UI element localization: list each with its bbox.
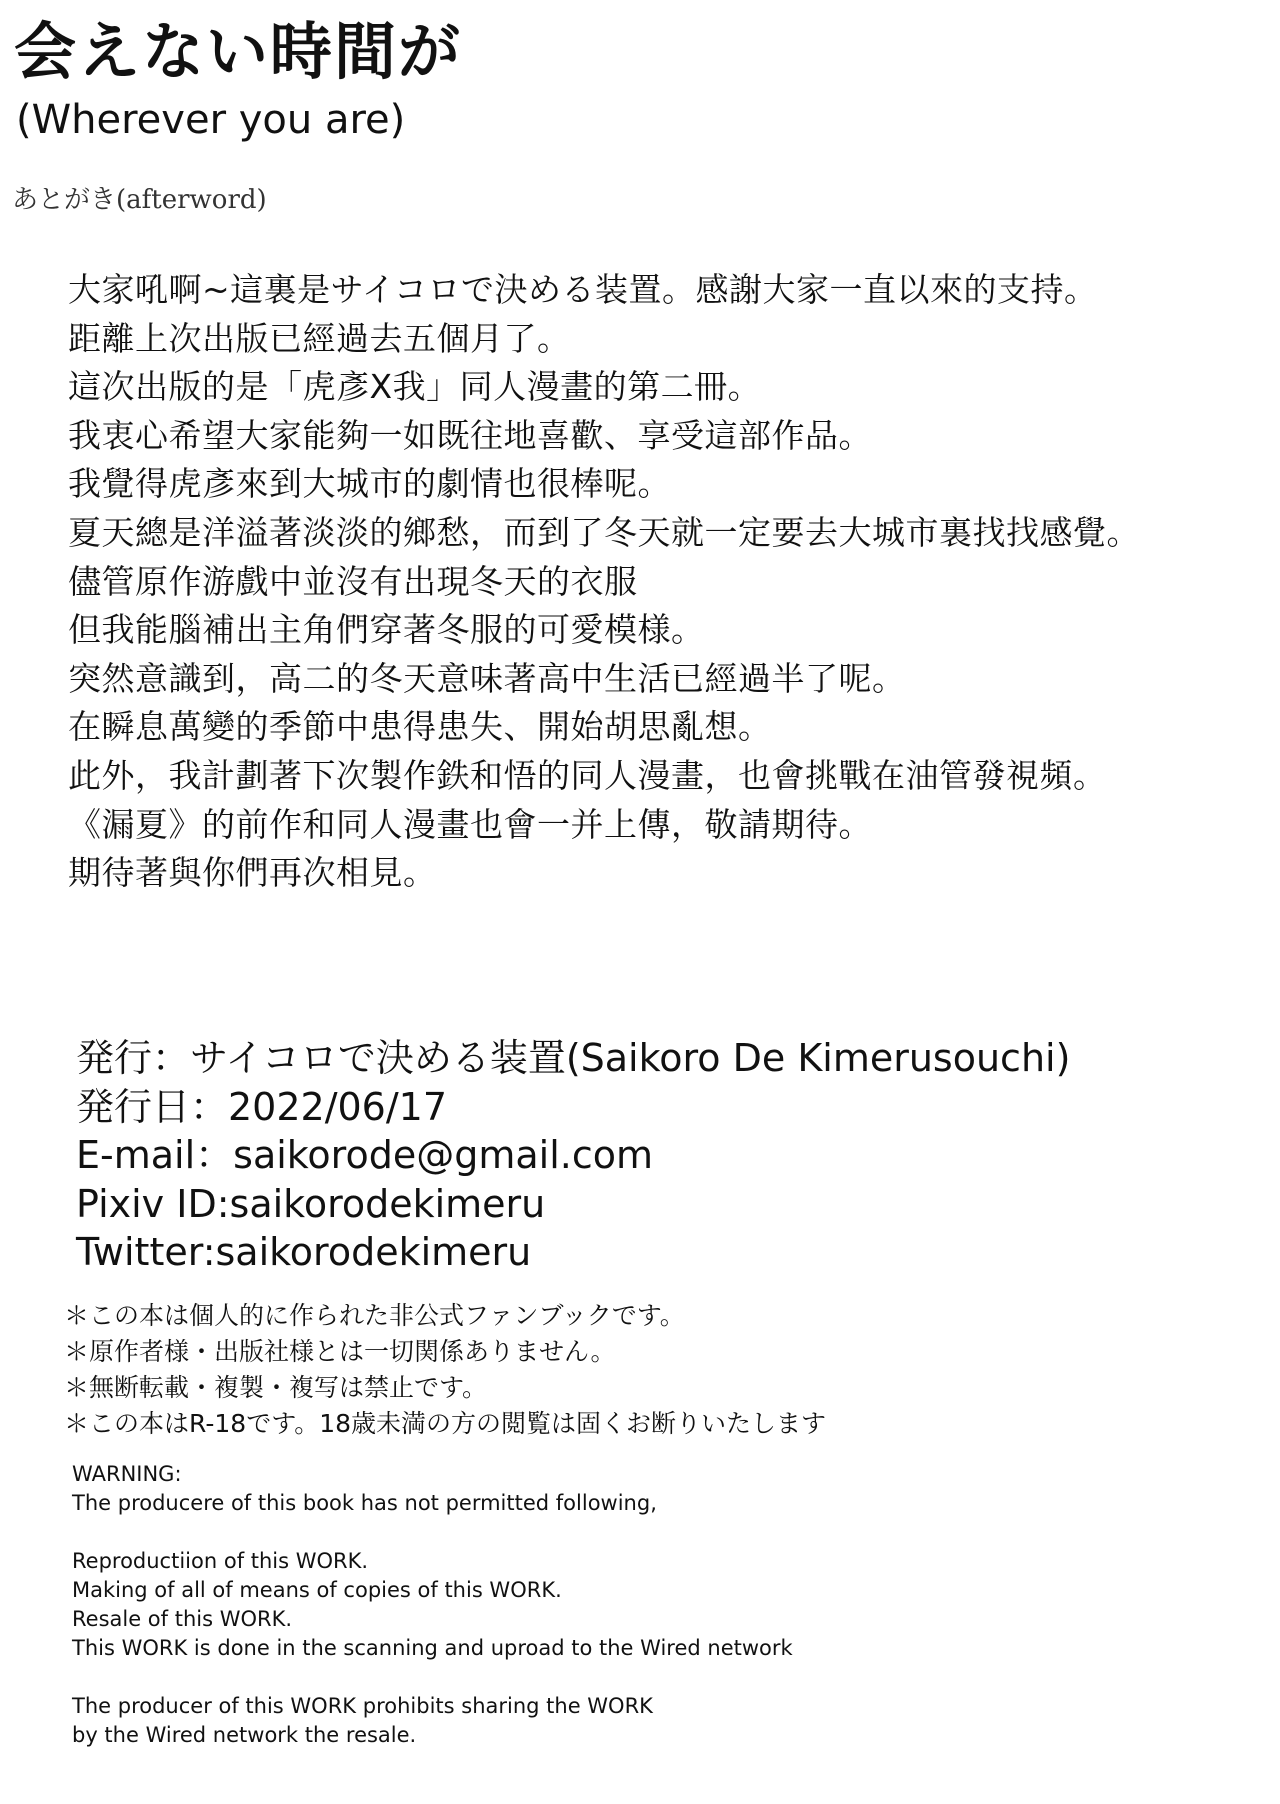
warning-block bbox=[72, 1460, 793, 1750]
notice-line: ＊この本は個人的に作られた非公式ファンブックです。 bbox=[64, 1301, 685, 1330]
notices bbox=[64, 1298, 826, 1442]
warning-item: Making of all of means of copies of this WORK. bbox=[72, 1578, 562, 1602]
afterword-text bbox=[68, 266, 1140, 898]
afterword-line: 在瞬息萬變的季節中患得患失、開始胡思亂想。 bbox=[68, 707, 772, 747]
warning-item: This WORK is done in the scanning and uproad to the Wired network bbox=[72, 1636, 793, 1660]
afterword-line: 距離上次出版已經過去五個月了。 bbox=[68, 318, 571, 358]
afterword-line: 我衷心希望大家能夠一如既往地喜歡、享受這部作品。 bbox=[68, 415, 872, 455]
spacer bbox=[72, 1663, 793, 1692]
colophon-twitter: Twitter:saikorodekimeru bbox=[76, 1230, 532, 1274]
colophon-pixiv: Pixiv ID:saikorodekimeru bbox=[76, 1181, 546, 1226]
warning-item: Resale of this WORK. bbox=[72, 1607, 293, 1631]
page-subtitle: (Wherever you are) bbox=[16, 97, 406, 143]
afterword-line: 此外，我計劃著下次製作鉄和悟的同人漫畫，也會挑戰在油管發視頻。 bbox=[68, 755, 1107, 795]
warning-heading: WARNING: bbox=[72, 1462, 182, 1486]
afterword-line: 《漏夏》的前作和同人漫畫也會一并上傳，敬請期待。 bbox=[68, 804, 872, 844]
warning-intro: The producere of this book has not permitted following, bbox=[72, 1491, 657, 1515]
warning-closing: The producer of this WORK prohibits sharing the WORK bbox=[72, 1694, 653, 1718]
afterword-line: 這次出版的是「虎彥X我」同人漫畫的第二冊。 bbox=[68, 367, 762, 407]
page-title: 会えない時間が bbox=[14, 15, 463, 88]
afterword-line: 期待著與你們再次相見。 bbox=[68, 853, 437, 893]
afterword-line: 我覺得虎彥來到大城市的劇情也很棒呢。 bbox=[68, 464, 671, 504]
notice-line: ＊原作者様・出版社様とは一切関係ありません。 bbox=[64, 1337, 616, 1366]
afterword-line: 突然意識到，高二的冬天意味著高中生活已經過半了呢。 bbox=[68, 658, 906, 698]
warning-item: Reproductiion of this WORK. bbox=[72, 1549, 369, 1573]
notice-line: ＊無断転載・複製・複写は禁止です。 bbox=[64, 1373, 488, 1402]
notice-line: ＊この本はR-18です。18歳未満の方の閲覧は固くお断りいたします bbox=[64, 1409, 827, 1438]
colophon bbox=[76, 1034, 1070, 1277]
afterword-line: 儘管原作游戲中並沒有出現冬天的衣服 bbox=[68, 561, 638, 601]
section-label: あとがき(afterword) bbox=[12, 185, 267, 215]
colophon-date: 発行日：2022/06/17 bbox=[76, 1084, 448, 1129]
afterword-line: 但我能腦補出主角們穿著冬服的可愛模様。 bbox=[68, 610, 705, 650]
afterword-line: 夏天總是洋溢著淡淡的鄉愁，而到了冬天就一定要去大城市裏找找感覺。 bbox=[68, 512, 1140, 552]
colophon-publisher: 発行：サイコロで決める装置(Saikoro De Kimerusouchi) bbox=[76, 1036, 1071, 1080]
spacer bbox=[72, 1518, 793, 1547]
colophon-email: E-mail：saikorode@gmail.com bbox=[76, 1133, 653, 1177]
afterword-line: 大家吼啊~這裏是サイコロで決める装置。感謝大家一直以來的支持。 bbox=[68, 270, 1098, 309]
warning-closing: by the Wired network the resale. bbox=[72, 1723, 417, 1747]
